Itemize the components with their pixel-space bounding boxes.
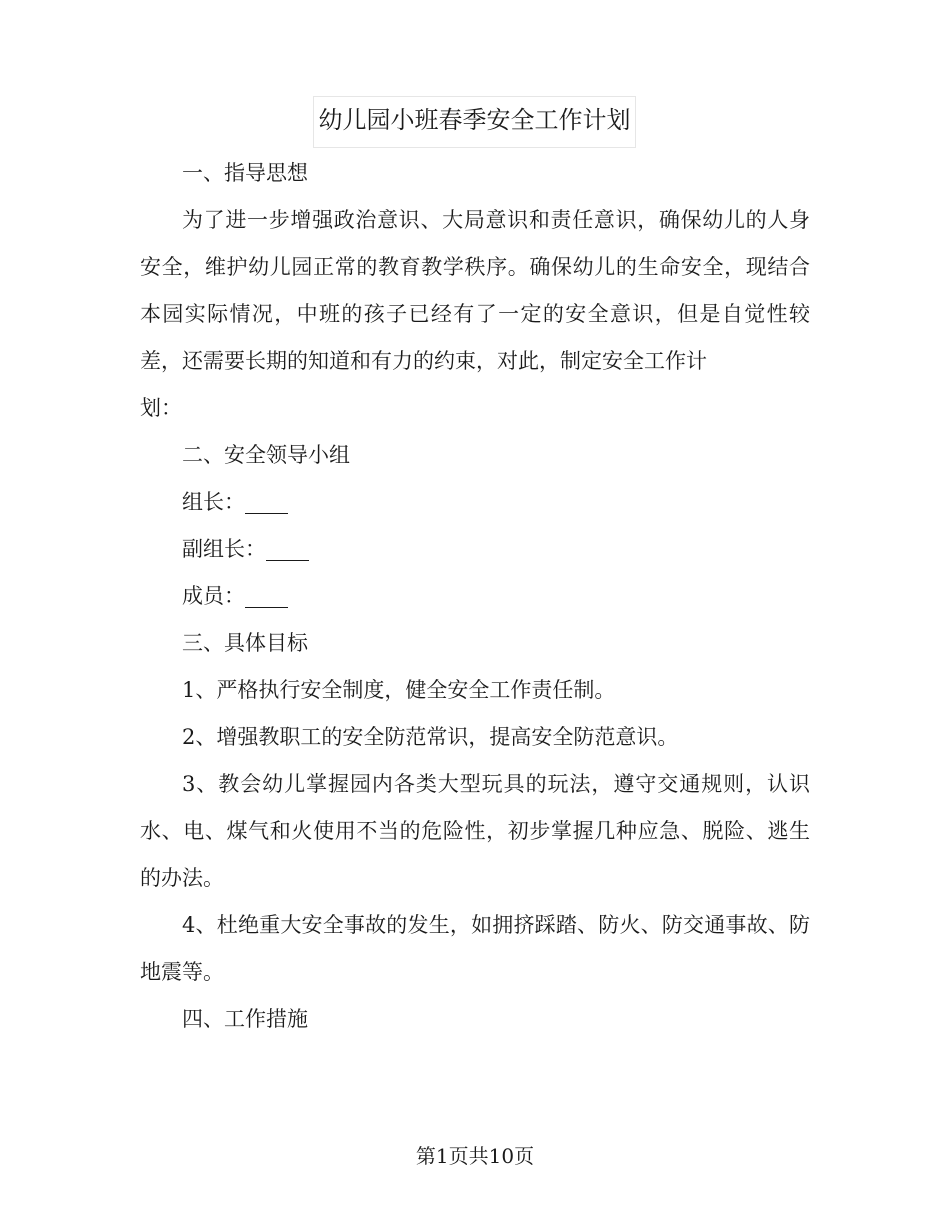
leader-label: 组长： bbox=[182, 490, 245, 514]
goal-item-1: 1、严格执行安全制度，健全安全工作责任制。 bbox=[182, 678, 616, 702]
section-heading-measures: 四、工作措施 bbox=[182, 1007, 308, 1031]
members-line bbox=[140, 573, 810, 620]
vice-leader-line bbox=[140, 526, 810, 573]
page-number-footer: 第1页共10页 bbox=[415, 1144, 535, 1168]
section-heading-goals: 三、具体目标 bbox=[182, 631, 308, 655]
section-heading-leadership-group: 二、安全领导小组 bbox=[182, 443, 350, 467]
members-blank bbox=[245, 606, 288, 608]
goal-item-3: 3、教会幼儿掌握园内各类大型玩具的玩法，遵守交通规则，认识水、电、煤气和火使用不当的危险性，初步掌握几种应急、脱险、逃生的办法。 bbox=[140, 772, 810, 890]
leader-blank bbox=[245, 512, 288, 514]
members-label: 成员： bbox=[182, 584, 245, 608]
vice-leader-label: 副组长： bbox=[182, 537, 266, 561]
section-heading-guiding-thought: 一、指导思想 bbox=[182, 161, 308, 185]
document-body bbox=[140, 150, 810, 1043]
paragraph-guiding-thought-tail: 划： bbox=[140, 396, 182, 420]
document-title: 幼儿园小班春季安全工作计划 bbox=[313, 96, 636, 148]
vice-leader-blank bbox=[266, 559, 309, 561]
paragraph-guiding-thought bbox=[140, 197, 810, 432]
goal-item-4: 4、杜绝重大安全事故的发生，如拥挤踩踏、防火、防交通事故、防地震等。 bbox=[140, 913, 810, 984]
leader-line bbox=[140, 479, 810, 526]
paragraph-guiding-thought-text: 为了进一步增强政治意识、大局意识和责任意识，确保幼儿的人身安全，维护幼儿园正常的教育教学秩序。确保幼儿的生命安全，现结合本园实际情况，中班的孩子已经有了一定的安全意识，但是自觉性较差，还需要长期的知道和有力的约束，对此，制定安全工作计 bbox=[140, 208, 810, 373]
goal-item-2: 2、增强教职工的安全防范常识，提高安全防范意识。 bbox=[182, 725, 679, 749]
